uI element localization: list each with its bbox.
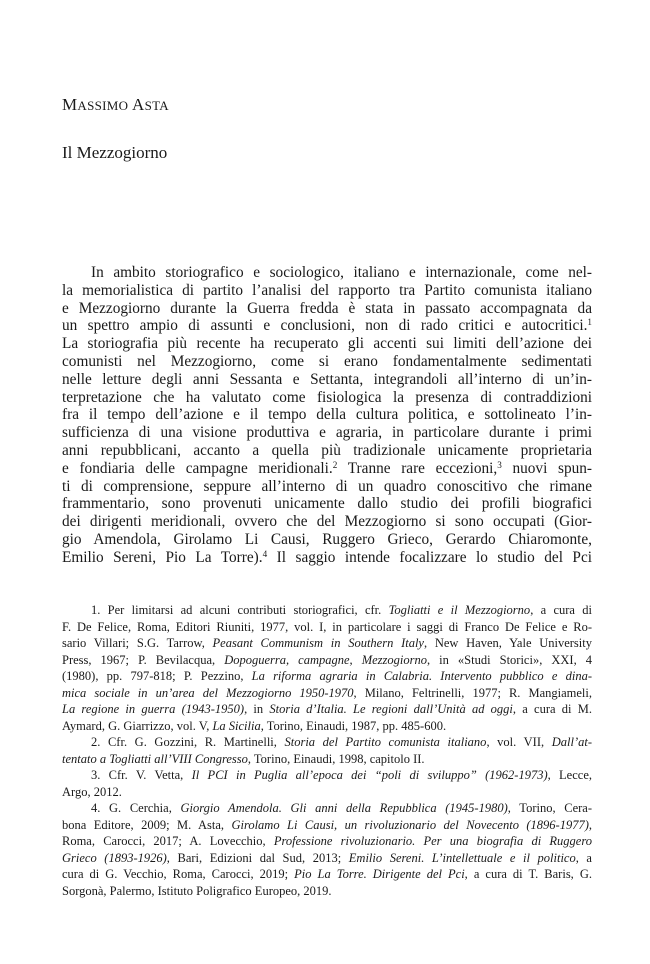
footnote-line: cura di G. Vecchio, Roma, Carocci, 2019; Pio La Torre. Dirigente del Pci, a cura di T. Baris, G. bbox=[62, 867, 592, 881]
body-line: e Mezzogiorno durante la Guerra fredda è stata in passato accompagnata da bbox=[62, 299, 592, 317]
body-line: un spettro ampio di assunti e conclusioni, non di rado critici e autocritici.$^1$ bbox=[62, 317, 592, 335]
body-line: anni repubblicani, accanto a quella più tradizionale unicamente proprietaria bbox=[62, 441, 592, 459]
footnote-ref: 1 bbox=[587, 317, 592, 328]
footnote-ref: 4 bbox=[262, 548, 268, 559]
footnote-line: Aymard, G. Giarrizzo, vol. V, La Sicilia, Torino, Einaudi, 1987, pp. 485-600. bbox=[62, 718, 447, 733]
footnote-line: tentato a Togliatti all’VIII Congresso, Torino, Einaudi, 1998, capitolo II. bbox=[62, 751, 425, 766]
footnote-line: bona Editore, 2009; M. Asta, Girolamo Li Causi, un rivoluzionario del Novecento (1896-1977), bbox=[62, 817, 592, 832]
footnote-ref: 2 bbox=[332, 459, 338, 470]
body-paragraph bbox=[62, 264, 592, 567]
body-line: frammentario, sono provenuti unicamente dallo studio dei profili biografici bbox=[62, 495, 592, 513]
body-line: comunisti nel Mezzogiorno, come si erano fondamentalmente sedimentati bbox=[62, 352, 592, 370]
footnote-line: 2. Cfr. G. Gozzini, R. Martinelli, Storia del Partito comunista italiano, vol. VII, Dall’at- bbox=[91, 735, 592, 749]
footnote-line: Roma, Carocci, 2017; A. Lovecchio, Professione rivoluzionario. Per una biografia di Ruggero bbox=[62, 834, 592, 848]
footnote-2 bbox=[62, 734, 592, 767]
body-line: La storiografia più recente ha recuperato gli accenti sui limiti dell’azione dei bbox=[62, 335, 592, 353]
footnote-line: Grieco (1893-1926), Bari, Edizioni dal Sud, 2013; Emilio Sereni. L’intellettuale e il politico, a bbox=[62, 850, 592, 865]
author-first-rest: ASSIMO bbox=[77, 98, 129, 113]
footnote-4 bbox=[62, 800, 592, 899]
body-line: sufficienza di una visione produttiva e agraria, in particolare durante i primi bbox=[62, 424, 592, 442]
footnote-line: 4. G. Cerchia, Giorgio Amendola. Gli anni della Repubblica (1945-1980), Torino, Cera- bbox=[91, 801, 592, 815]
body-line: la memorialistica di partito l’analisi del rapporto tra Partito comunista italiano bbox=[62, 281, 592, 299]
footnote-ref: 3 bbox=[497, 459, 502, 470]
chapter-author bbox=[62, 95, 169, 115]
body-line: Emilio Sereni, Pio La Torre).$^4$ Il saggio intende focalizzare lo studio del Pci bbox=[62, 548, 592, 566]
body-line: terpretazione che ha valutato come fisiologica la presenza di contraddizioni bbox=[62, 388, 592, 406]
body-line: dei dirigenti meridionali, ovvero che del Mezzogiorno si sono occupati (Gior- bbox=[62, 513, 592, 531]
body-line: nelle letture degli anni Sessanta e Settanta, integrandoli all’interno di un’in- bbox=[62, 370, 592, 388]
footnote-line: mica sociale in un’area del Mezzogiorno 1950-1970, Milano, Feltrinelli, 1977; R. Mangiameli, bbox=[62, 685, 593, 700]
footnote-line: Argo, 2012. bbox=[62, 784, 122, 799]
footnote-line: sario Villari; S.G. Tarrow, Peasant Communism in Southern Italy, New Haven, Yale University bbox=[62, 636, 592, 650]
body-line: fra il tempo dell’azione e il tempo della cultura politica, e sottolineato l’in- bbox=[62, 406, 592, 424]
body-line: In ambito storiografico e sociologico, italiano e internazionale, come nel- bbox=[91, 264, 592, 281]
footnote-3 bbox=[62, 767, 592, 800]
author-last-initial: A bbox=[131, 95, 145, 114]
footnote-line: Press, 1967; P. Bevilacqua, Dopoguerra, campagne, Mezzogiorno, in «Studi Storici», XXI, 4 bbox=[62, 652, 592, 667]
footnote-1 bbox=[62, 602, 592, 734]
body-line: e fondiaria delle campagne meridionali.$^2$ Tranne rare eccezioni,$^3$ nuovi spun- bbox=[62, 459, 592, 477]
footnote-line: 3. Cfr. V. Vetta, Il PCI in Puglia all’epoca dei “poli di sviluppo” (1962-1973), Lecce, bbox=[91, 768, 592, 782]
footnotes bbox=[62, 602, 592, 899]
footnote-line: La regione in guerra (1943-1950), in Storia d’Italia. Le regioni dall’Unità ad oggi, a cura di M. bbox=[62, 702, 592, 716]
footnote-line: (1980), pp. 797-818; P. Pezzino, La riforma agraria in Calabria. Intervento pubblico e dina- bbox=[62, 669, 592, 683]
author-first-initial: M bbox=[62, 95, 78, 114]
body-line: gio Amendola, Girolamo Li Causi, Ruggero Grieco, Gerardo Chiaromonte, bbox=[62, 530, 592, 548]
footnote-line: F. De Felice, Roma, Editori Riuniti, 1977, vol. I, in particolare i saggi di Franco De Felice e Ro- bbox=[62, 619, 592, 634]
body-line: ti di comprensione, seppure all’interno di un quadro conoscitivo che rimane bbox=[62, 477, 592, 495]
chapter-title: Il Mezzogiorno bbox=[62, 143, 168, 162]
footnote-line: 1. Per limitarsi ad alcuni contributi storiografici, cfr. Togliatti e il Mezzogiorno, a cura di bbox=[91, 603, 592, 617]
footnote-line: Sorgonà, Palermo, Istituto Poligrafico Europeo, 2019. bbox=[62, 883, 332, 898]
author-last-rest: STA bbox=[144, 98, 169, 113]
